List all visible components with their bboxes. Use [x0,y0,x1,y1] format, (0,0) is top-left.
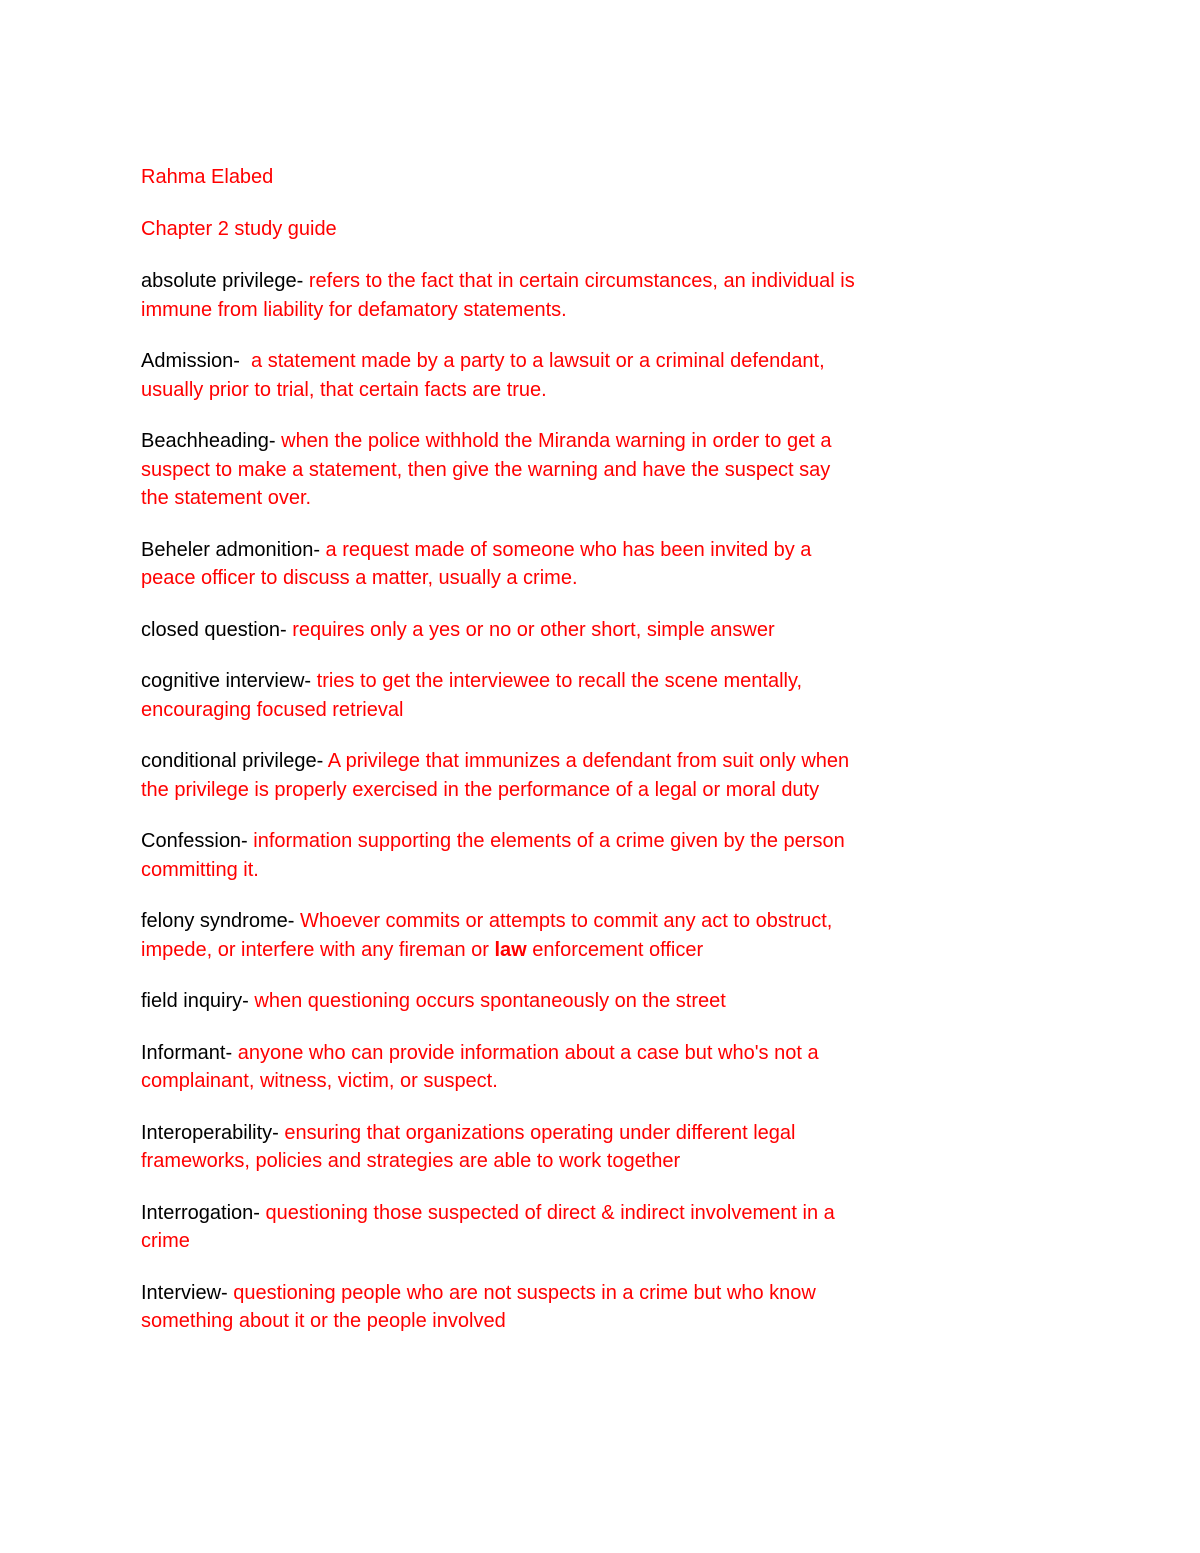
entry-field-inquiry [141,987,861,1016]
entry-beheler-admonition [141,536,861,593]
term: absolute privilege- [141,270,304,292]
definition: information supporting the elements of a crime given by the person committing it. [141,830,845,881]
definition: questioning people who are not suspects in a crime but who know something about it or the people involved [141,1281,816,1332]
term: Beachheading- [141,430,276,452]
term: Admission- [141,350,240,372]
definition: tries to get the interviewee to recall the scene mentally, encouraging focused retrieval [141,670,803,721]
term: field inquiry- [141,990,249,1012]
author-name: Rahma Elabed [141,166,274,188]
entry-beachheading [141,427,861,513]
entry-interview [141,1279,861,1336]
entry-conditional-privilege [141,747,861,804]
entry-interoperability [141,1119,861,1176]
definition: anyone who can provide information about a case but who's not a complainant, witness, victim, or suspect. [141,1041,819,1092]
definition: when questioning occurs spontaneously on the street [248,990,726,1012]
definition: requires only a yes or no or other short, simple answer [286,618,775,641]
document-title: Chapter 2 study guide [141,218,337,240]
term: closed question- [141,618,287,641]
entry-informant [141,1039,861,1096]
definition-bold-word: law [494,938,527,961]
definition: Whoever commits or attempts to commit any act to obstruct, impede, or interfere with any fireman or [141,910,833,961]
definition: questioning those suspected of direct & indirect involvement in a crime [141,1201,835,1252]
document-body [141,163,861,1359]
definition: refers to the fact that in certain circumstances, an individual is immune from liability for defamatory statements. [141,270,855,321]
definition-tail: enforcement officer [526,938,704,961]
definition: when the police withhold the Miranda warning in order to get a suspect to make a statement, then give the warning and have the suspect say the statement over. [141,430,832,509]
term: conditional privilege- [141,750,324,772]
entry-closed-question [141,616,861,645]
entry-absolute-privilege [141,267,861,324]
definition: a request made of someone who has been invited by a peace officer to discuss a matter, usually a crime. [141,538,812,589]
entry-felony-syndrome [141,907,861,964]
term: felony syndrome- [141,910,295,932]
term: Beheler admonition- [141,538,320,561]
term: Interview- [141,1281,228,1304]
definition: ensuring that organizations operating under different legal frameworks, policies and strategies are able to work together [141,1121,796,1172]
entry-confession [141,827,861,884]
term: cognitive interview- [141,670,312,692]
term: Interrogation- [141,1201,260,1224]
term: Informant- [141,1041,233,1064]
definition: a statement made by a party to a lawsuit or a criminal defendant, usually prior to trial, that certain facts are true. [141,350,831,401]
term: Interoperability- [141,1121,279,1144]
entry-admission [141,347,861,404]
entry-cognitive-interview [141,667,861,724]
definition: A privilege that immunizes a defendant from suit only when the privilege is properly exercised in the performance of a legal or moral duty [141,750,850,801]
term: Confession- [141,830,248,852]
entry-interrogation [141,1199,861,1256]
